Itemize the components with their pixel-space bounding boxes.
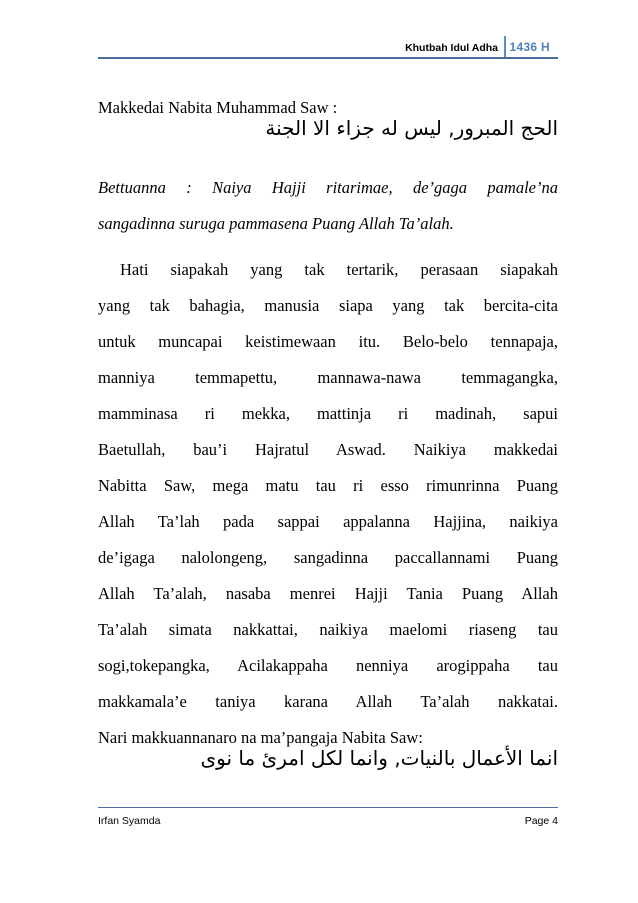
header-divider — [504, 36, 506, 58]
paragraph-line: Nabitta Saw, mega matu tau ri esso rimunrinna Puang — [98, 476, 558, 495]
footer-rule — [98, 807, 558, 808]
header-rule — [98, 57, 558, 59]
paragraph-line: sogi,tokepangka, Acilakappaha nenniya arogippaha tau — [98, 656, 558, 675]
translation-block — [98, 170, 558, 242]
paragraph-line: Hati siapakah yang tak tertarik, perasaan siapakah — [120, 260, 558, 279]
paragraph-line: untuk muncapai keistimewaan itu. Belo-belo tennapaja, — [98, 332, 558, 351]
arabic-quote-niyyah: انما الأعمال بالنيات, وانما لكل امرئ ما نوى — [200, 746, 558, 770]
paragraph-line: Allah Ta’alah, nasaba menrei Hajji Tania Puang Allah — [98, 584, 558, 603]
paragraph-line: manniya temmapettu, mannawa-nawa temmagangka, — [98, 368, 558, 387]
paragraph-line: makkamala’e taniya karana Allah Ta’alah nakkatai. — [98, 692, 558, 711]
main-paragraph — [98, 252, 558, 756]
header-year: 1436 H — [509, 40, 550, 54]
page-header — [98, 34, 558, 58]
paragraph-line: de’igaga nalolongeng, sangadinna paccallannami Puang — [98, 548, 558, 567]
paragraph-line: Nari makkuannanaro na ma’pangaja Nabita Saw: — [98, 728, 423, 747]
paragraph-line: Baetullah, bau’i Hajratul Aswad. Naikiya makkedai — [98, 440, 558, 459]
paragraph-line: Ta’alah simata nakkattai, naikiya maelomi riaseng tau — [98, 620, 558, 639]
translation-line: Bettuanna : Naiya Hajji ritarimae, de’gaga pamale’na — [98, 178, 558, 197]
footer-page-number: Page 4 — [524, 815, 558, 827]
intro-line: Makkedai Nabita Muhammad Saw : — [98, 98, 338, 117]
paragraph-line: Allah Ta’lah pada sappai appalanna Hajjina, naikiya — [98, 512, 558, 531]
header-title: Khutbah Idul Adha — [405, 42, 498, 54]
paragraph-line: yang tak bahagia, manusia siapa yang tak bercita-cita — [98, 296, 558, 315]
footer-author: Irfan Syamda — [98, 815, 161, 827]
paragraph-line: mamminasa ri mekka, mattinja ri madinah, sapui — [98, 404, 558, 423]
arabic-quote-hajj: الحج المبرور, ليس له جزاء الا الجنة — [265, 116, 558, 140]
translation-line: sangadinna suruga pammasena Puang Allah Ta’alah. — [98, 214, 454, 233]
